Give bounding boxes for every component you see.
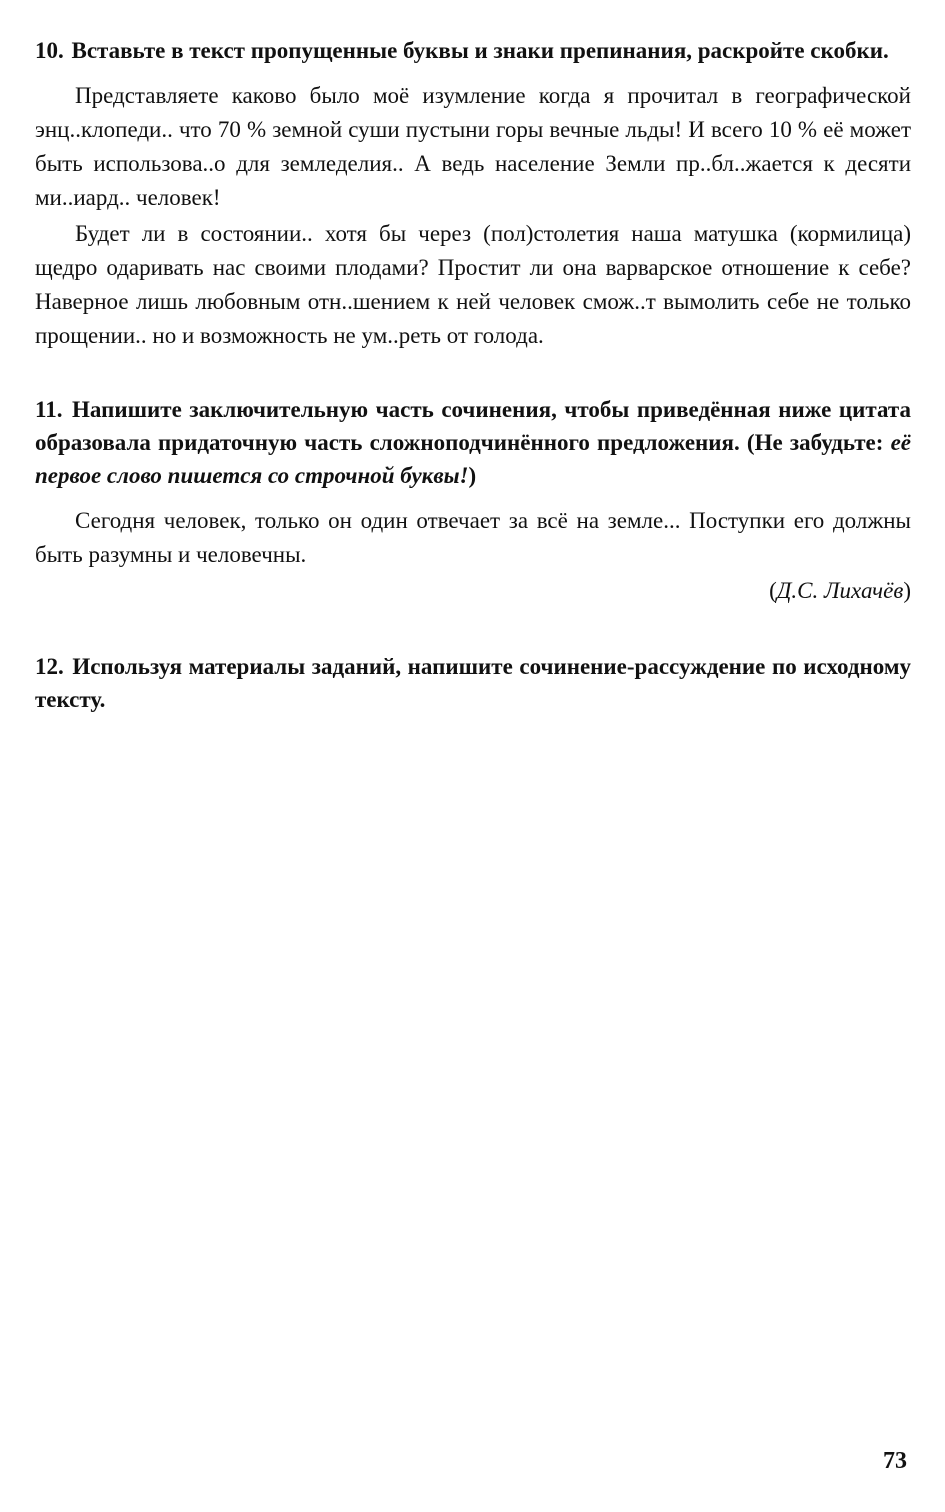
- task-11-title: [35, 393, 911, 492]
- task-10-number: 10.: [35, 38, 64, 63]
- task-11-number: 11.: [35, 397, 63, 422]
- attribution-close: ): [903, 578, 911, 603]
- page-number: 73: [883, 1448, 907, 1474]
- task-12-instruction: Используя материалы заданий, напишите сочинение-рассуждение по исходному тексту.: [35, 654, 912, 712]
- task-12-number: 12.: [35, 654, 64, 679]
- quote-attribution: [35, 574, 911, 608]
- attribution-author: Д.С. Лихачёв: [776, 578, 904, 603]
- task-10-paragraph-2: Будет ли в состоянии.. хотя бы через (пол)столетия наша матушка (кормилица) щедро одаривать нас своими плодами? Простит ли она варварское отношение к себе? Наверное лишь любовным отн..шением к ней человек смож..т вымолить себе не только прощении.. но и возможность не ум..реть от голода.: [35, 221, 911, 348]
- task-11-instruction: Напишите заключительную часть сочинения, чтобы приведённая ниже цитата образовала придаточную часть сложноподчинённого предложения. (Не забудьте:: [35, 397, 911, 455]
- task-10-instruction: Вставьте в текст пропущенные буквы и знаки препинания, раскройте скобки.: [71, 38, 889, 63]
- task-11-quote: Сегодня человек, только он один отвечает за всё на земле... Поступки его должны быть разумны и человечны.: [35, 508, 911, 567]
- task-11-title-end: ): [468, 463, 477, 488]
- task-10-title: [35, 34, 911, 67]
- attribution-open: (: [769, 578, 777, 603]
- task-12-title: [35, 650, 911, 716]
- task-10-paragraph-1: Представляете каково было моё изумление когда я прочитал в географической энц..клопеди.. что 70 % земной суши пустыни горы вечные льды! И всего 10 % её может быть использова..о для земледелия.. А ведь население Земли пр..бл..жается к десяти ми..иард.. человек!: [35, 83, 911, 210]
- task-11-emphasis: её первое слово пишется со строчной буквы!: [35, 430, 911, 488]
- page-content: [35, 34, 911, 716]
